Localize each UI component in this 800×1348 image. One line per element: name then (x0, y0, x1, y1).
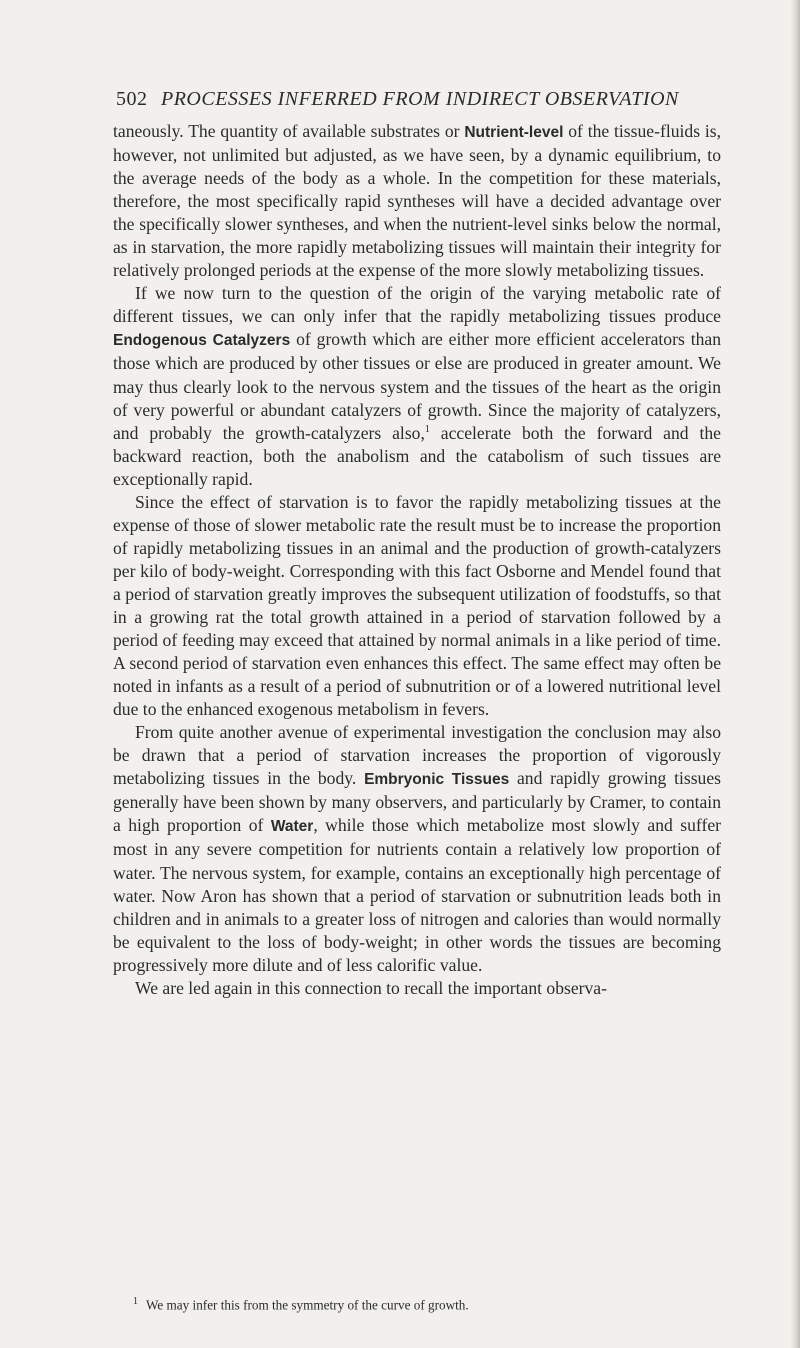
page-number: 502 (116, 88, 148, 110)
paragraph (113, 721, 721, 977)
text-run: We are led again in this connection to recall the important observa- (135, 977, 607, 998)
paragraph (113, 977, 721, 1000)
footnote-marker: 1 (133, 1296, 138, 1307)
bold-term: Embryonic Tissues (364, 771, 510, 789)
text-run: taneously. The quantity of available substrates or (113, 121, 465, 141)
text-run: If we now turn to the question of the origin of the varying metabolic rate of different tissues, we can only infer that the rapidly metabolizing tissues produce (113, 283, 721, 327)
footnote-text: We may infer this from the symmetry of the curve of growth. (146, 1297, 469, 1313)
footnote-reference: 1 (424, 423, 430, 435)
body-text (113, 120, 721, 1000)
footnote (133, 1296, 733, 1313)
text-run: Since the effect of starvation is to favor the rapidly metabolizing tissues at the expense of those of slower metabolic rate the result must be to increase the proportion of rapidly metabolizing tissues in an animal and the production of growth-catalyzers per kilo of body-weight. Corresponding with this fact Osborne and Mendel found that a period of starvation greatly improves the subsequent utilization of foodstuffs, so that in a growing rat the total growth attained in a period of starvation followed by a period of feeding may exceed that attained by normal animals in a like period of time. A second period of starvation even enhances this effect. The same effect may often be noted in infants as a result of a period of subnutrition or of a lowered nutritional level due to the enhanced exogenous metabolism in fevers. (113, 491, 721, 720)
page-edge-shadow (790, 0, 800, 1348)
running-head (116, 88, 716, 111)
bold-term: Nutrient-level (464, 124, 564, 141)
text-run: of growth which are either more efficient accelerators than those which are produced by other tissues or else are produced in greater amount. We may thus clearly look to the nervous system and the tissues of the heart as the origin of very powerful or abundant catalyzers of growth. Since the majority of catalyzers, and probably the growth-catalyzers also, (113, 329, 721, 443)
text-run: From quite another avenue of experimental investigation the conclusion may also be drawn that a period of starvation increases the proportion of vigorously metabolizing tissues in the body. (113, 722, 721, 789)
text-run: accelerate both the forward and the backward reaction, both the anabolism and the catabolism of such tissues are exceptionally rapid. (113, 422, 721, 489)
running-title: PROCESSES INFERRED FROM INDIRECT OBSERVATION (161, 88, 679, 110)
paragraph (113, 282, 721, 490)
bold-term: Endogenous Catalyzers (113, 332, 291, 350)
text-run: of the tissue-fluids is, however, not unlimited but adjusted, as we have seen, by a dynamic equilibrium, to the average needs of the body as a whole. In the competition for these materials, therefore, the most specifically rapid syntheses will have a decided advantage over the specifically slower syntheses, and when the nutrient-level sinks below the normal, as in starvation, the more rapidly metabolizing tissues will maintain their integrity for relatively prolonged periods at the expense of the more slowly metabolizing tissues. (113, 121, 721, 281)
text-run: and rapidly growing tissues generally have been shown by many observers, and particularly by Cramer, to contain a high proportion of (113, 768, 721, 836)
text-run: , while those which metabolize most slowly and suffer most in any severe competition for nutrients contain a relatively low proportion of water. The nervous system, for example, contains an exceptionally high percentage of water. Now Aron has shown that a period of starvation or subnutrition leads both in children and in animals to a greater loss of nitrogen and calories than would normally be equivalent to the loss of body-weight; in other words the tissues are becoming progressively more dilute and of less calorific value. (113, 815, 721, 975)
paragraph (113, 491, 721, 721)
bold-term: Water (270, 818, 314, 836)
paragraph (113, 120, 721, 282)
